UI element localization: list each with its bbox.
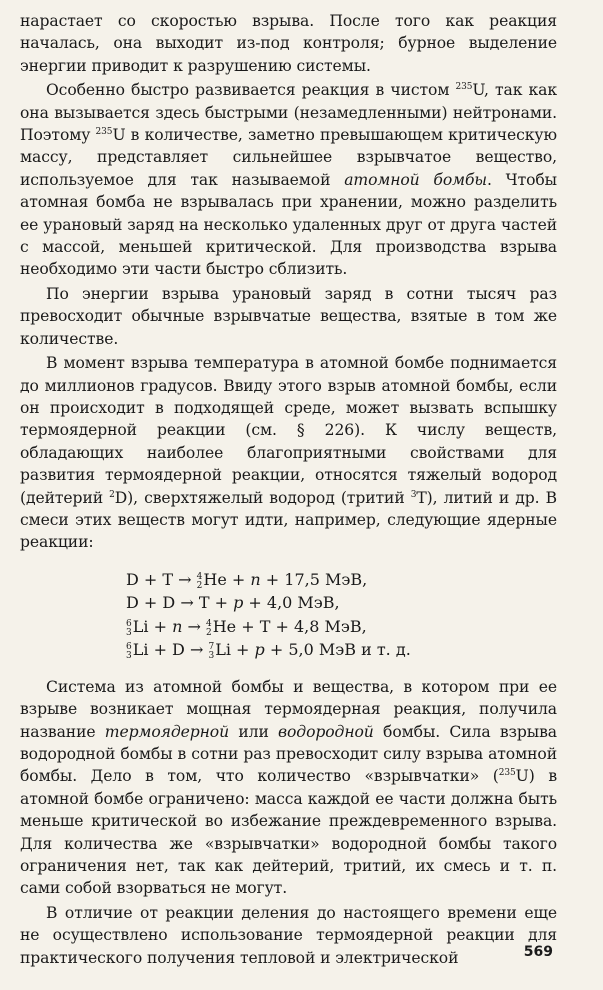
reaction-4: 6 3 Li + D → 7 3 Li + p + 5,0 МэВ и т. д. — [126, 640, 411, 662]
paragraph-4: В момент взрыва температура в атомной бомбе поднимается до миллионов градусов. Ввиду этого взрыв атомной бомбы, если он происходит в подходящей среде, может вызвать вспышку термоядерной реакции (см. § 226). К числу веществ, обладающих наиболее благоприятными свойствами для развития термоядерной реакции, относятся тяжелый водород (дейтерий $^2$D), сверхтяжелый водород (тритий $^3$T), литий и др. В смеси этих веществ могут идти, например, следующие ядерные реакции: — [20, 354, 557, 552]
paragraph-2: Особенно быстро развивается реакция в чистом $^{235}$U, так как она вызывается здесь быстрыми (незамедленными) нейтронами. Поэтому $^{235}$U в количестве, заметно превышающем критическую массу, представляет сильнейшее взрывчатое вещество, используемое для так называемой атомной бомбы. Чтобы атомная бомба не взрывалась при хранении, можно разделить ее урановый заряд на несколько удаленных друг от друга частей с массой, меньшей критической. Для производства взрыва необходимо эти части быстро сблизить. — [20, 81, 557, 279]
nuclear-reactions — [126, 568, 557, 662]
paragraph-5: Система из атомной бомбы и вещества, в котором при ее взрыве возникает мощная термоядерная реакция, получила название термоядерной или водородной бомбы. Сила взрыва водородной бомбы в сотни раз превосходит силу взрыва атомной бомбы. Дело в том, что количество «взрывчатки» ($^{235}$U) в атомной бомбе ограничено: масса каждой ее части должна быть меньше критической во избежание преждевременного взрыва. Для количества же «взрывчатки» водородной бомбы такого ограничения нет, так как дейтерий, тритий, их смесь и т. п. сами собой взорваться не могут. — [20, 677, 557, 898]
reaction-2: D + D → T + p + 4,0 МэВ, — [126, 593, 340, 613]
reaction-1: D + T → 4 2 He + n + 17,5 МэВ, — [126, 569, 368, 591]
paragraph-6: В отличие от реакции деления до настоящего времени еще не осуществлено использование термоядерной реакции для практического получения тепловой и электрической — [20, 903, 557, 967]
term-thermonuclear: термоядерной — [104, 722, 230, 741]
term-hydrogen: водородной — [278, 722, 374, 741]
paragraph-3: По энергии взрыва урановый заряд в сотни тысяч раз превосходит обычные взрывчатые вещества, взятые в том же количестве. — [20, 284, 557, 348]
paragraph-1: нарастает со скоростью взрыва. После того как реакция началась, она выходит из-под контроля; бурное выделение энергии приводит к разрушению системы. — [20, 12, 557, 75]
reaction-3: 6 3 Li + n → 4 2 He + T + 4,8 МэВ, — [126, 616, 367, 638]
term-atomic-bomb: атомной бомбы — [344, 170, 487, 189]
page-number: 569 — [523, 944, 553, 960]
